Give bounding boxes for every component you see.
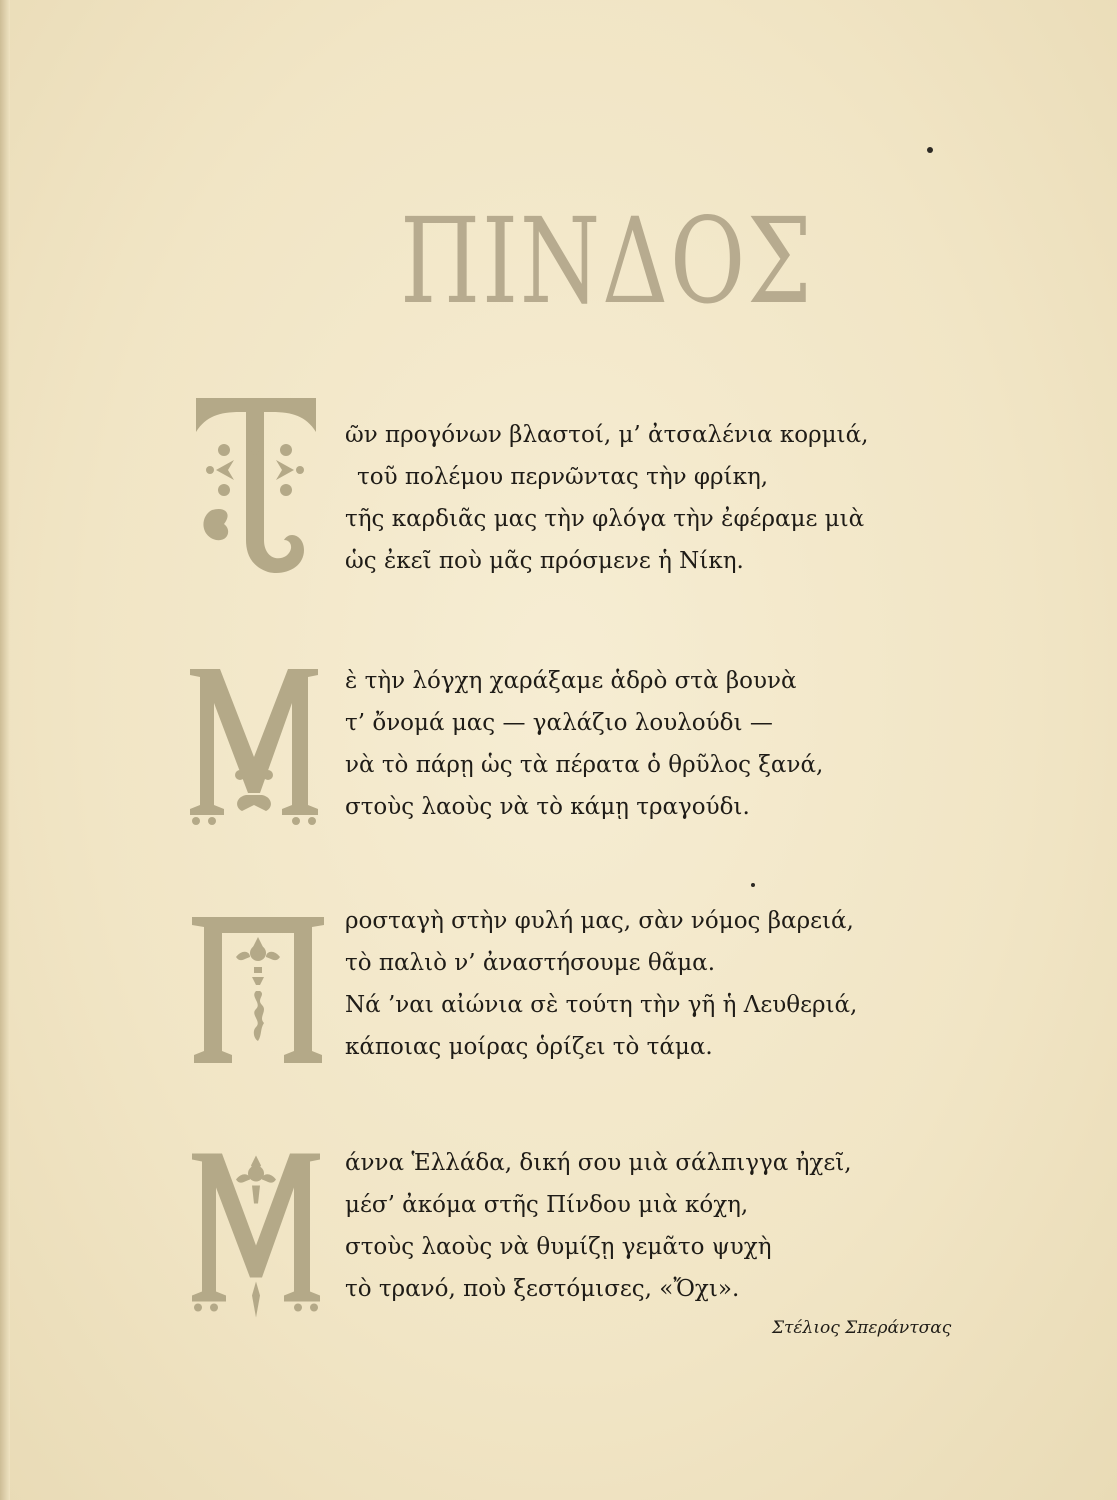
stanza-line: τοῦ πολέμου περνῶντας τὴν φρίκη, (357, 464, 769, 490)
stanza-line: μέσ’ ἀκόμα στῆς Πίνδου μιὰ κόχη, (345, 1192, 749, 1218)
drop-cap-m (184, 650, 324, 840)
author-signature: Στέλιος Σπεράντσας (772, 1318, 952, 1338)
speck (927, 147, 933, 153)
drop-cap-t (186, 390, 326, 580)
drop-cap-m-2-icon (186, 1138, 326, 1328)
page-edge (0, 0, 10, 1500)
stanza-line: ῶν προγόνων βλαστοί, μ’ ἀτσαλένια κορμιά, (345, 422, 869, 448)
speck (751, 883, 755, 887)
stanza-line: νὰ τὸ πάρῃ ὡς τὰ πέρατα ὁ θρῦλος ξανά, (345, 752, 824, 778)
drop-cap-m-2 (186, 1138, 326, 1328)
stanza-line: ὲ τὴν λόγχη χαράξαμε ἁδρὸ στὰ βουνὰ (345, 668, 797, 694)
stanza-line: τ’ ὄνομά μας — γαλάζιο λουλούδι — (345, 710, 773, 736)
stanza-line: τὸ τρανό, ποὺ ξεστόμισες, «Ὄχι». (345, 1276, 740, 1302)
stanza-line: τῆς καρδιᾶς μας τὴν φλόγα τὴν ἐφέραμε μιὰ (345, 506, 865, 532)
stanza-line: Νά ’ναι αἰώνια σὲ τούτη τὴν γῆ ἡ Λευθεριά, (345, 992, 858, 1018)
stanza-3 (345, 900, 1005, 1068)
drop-cap-p-icon (188, 896, 328, 1086)
stanza-line: άννα Ἑλλάδα, δική σου μιὰ σάλπιγγα ἠχεῖ, (345, 1150, 852, 1176)
stanza-line: ροσταγὴ στὴν φυλή μας, σὰν νόμος βαρειά, (345, 908, 854, 934)
poem-title: ΠΙΝΔΟΣ (400, 192, 814, 330)
stanza-line: τὸ παλιὸ ν’ ἀναστήσουμε θᾶμα. (345, 950, 716, 976)
stanza-line: στοὺς λαοὺς νὰ θυμίζῃ γεμᾶτο ψυχὴ (345, 1234, 772, 1260)
stanza-2 (345, 660, 1005, 828)
drop-cap-t-icon (186, 390, 326, 580)
drop-cap-p (188, 896, 328, 1086)
stanza-line: ὡς ἐκεῖ ποὺ μᾶς πρόσμενε ἡ Νίκη. (345, 548, 744, 574)
drop-cap-m-icon (184, 650, 324, 840)
stanza-1 (345, 414, 1005, 582)
stanza-line: κάποιας μοίρας ὁρίζει τὸ τάμα. (345, 1034, 713, 1060)
stanza-line: στοὺς λαοὺς νὰ τὸ κάμῃ τραγούδι. (345, 794, 750, 820)
stanza-4 (345, 1142, 1005, 1310)
